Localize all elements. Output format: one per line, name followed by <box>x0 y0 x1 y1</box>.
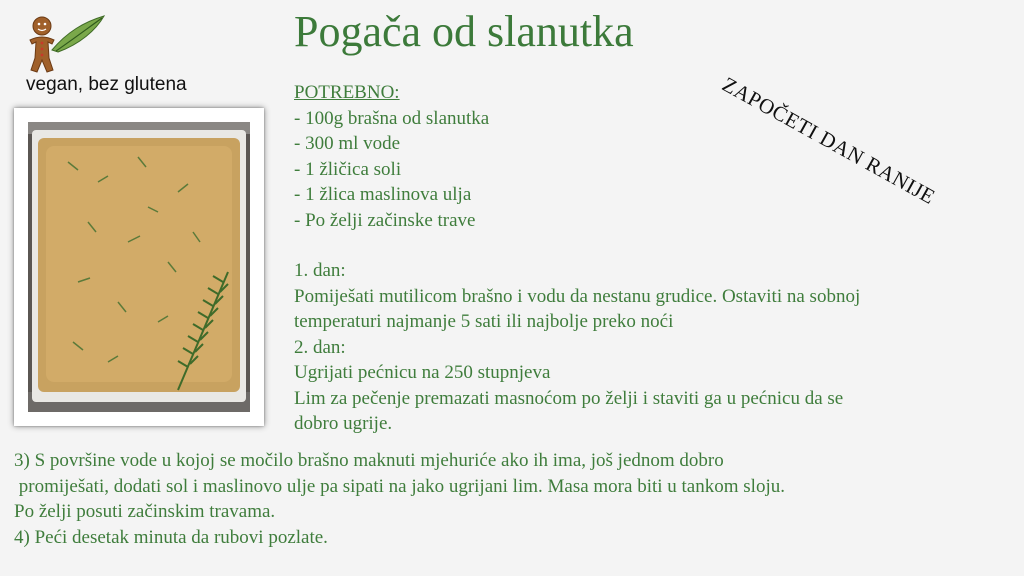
day1-text-line: temperaturi najmanje 5 sati ili najbolje preko noći <box>294 311 674 332</box>
final-step-line: 3) S površine vode u kojoj se močilo brašno maknuti mjehuriće ako ih ima, još jednom dobro <box>14 450 724 471</box>
final-step-line: Po želji posuti začinskim travama. <box>14 501 276 522</box>
leaf-icon <box>52 16 104 52</box>
ingredients-heading: POTREBNO: <box>294 82 400 103</box>
final-step-line: 4) Peći desetak minuta da rubovi pozlate. <box>14 526 328 548</box>
recipe-photo <box>14 108 264 426</box>
final-steps <box>14 448 1004 550</box>
day2-label: 2. dan: <box>294 336 346 358</box>
day1-label: 1. dan: <box>294 260 346 281</box>
final-step-line: promiješati, dodati sol i maslinovo ulje pa sipati na jako ugrijani lim. Masa mora biti u tankom sloju. <box>14 475 785 497</box>
ingredient-item: - 100g brašna od slanutka <box>294 107 490 129</box>
ingredients-list <box>294 80 489 233</box>
day2-text-line: Ugrijati pećnicu na 250 stupnjeva <box>294 362 551 383</box>
ingredient-item: - 1 žlica maslinova ulja <box>294 184 472 205</box>
page-title: Pogača od slanutka <box>294 7 634 56</box>
ingredient-item: - Po želji začinske trave <box>294 209 476 231</box>
gingerbread-logo <box>22 12 108 76</box>
day2-text-line: dobro ugrije. <box>294 413 393 434</box>
diet-tag: vegan, bez glutena <box>26 74 187 95</box>
start-early-note: ZAPOČETI DAN RANIJE <box>718 72 940 210</box>
day1-text-line: Pomiješati mutilicom brašno i vodu da nestanu grudice. Ostaviti na sobnoj <box>294 285 861 307</box>
ingredient-item: - 300 ml vode <box>294 133 401 154</box>
gingerbread-man-icon <box>30 17 54 72</box>
day2-text-line: Lim za pečenje premazati masnoćom po želji i staviti ga u pećnicu da se <box>294 387 844 409</box>
ingredient-item: - 1 žličica soli <box>294 158 402 180</box>
steps-section <box>294 258 994 437</box>
